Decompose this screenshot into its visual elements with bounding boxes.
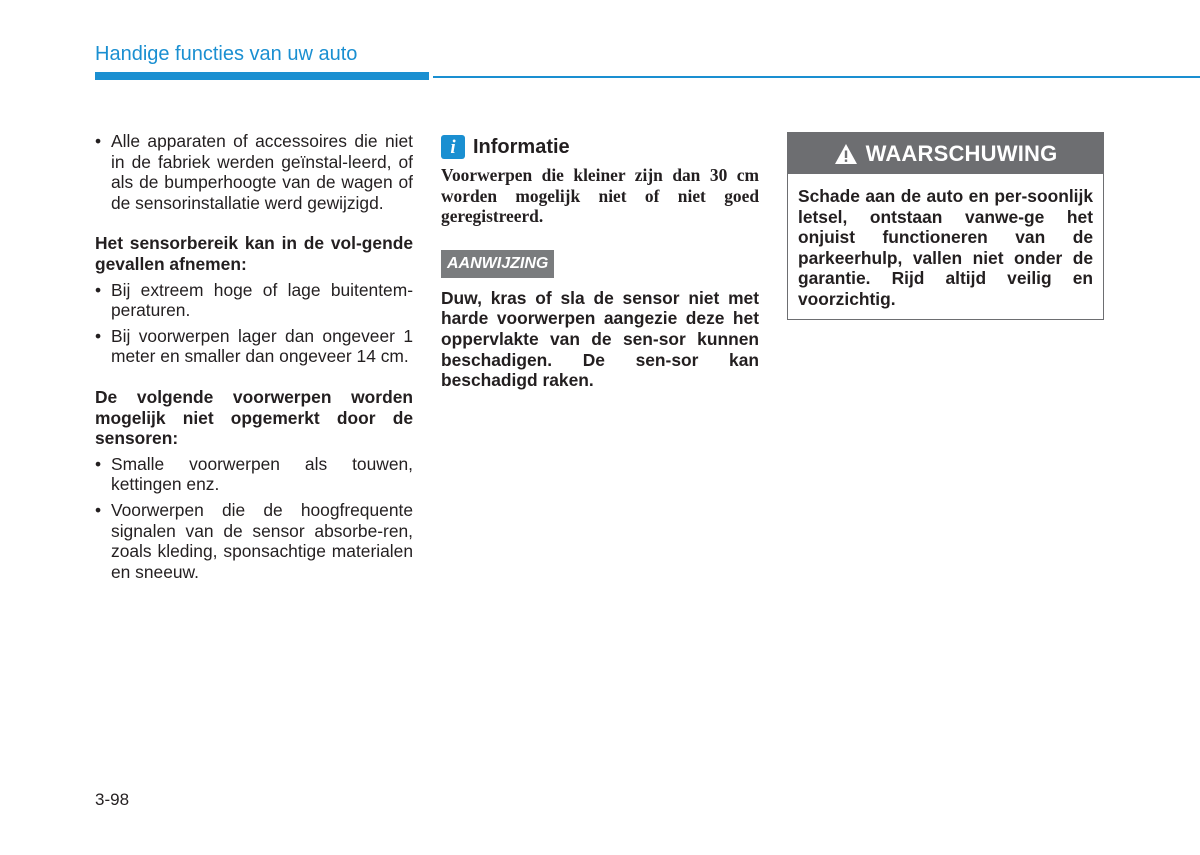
warning-triangle-icon — [834, 143, 858, 165]
column-middle — [441, 131, 759, 391]
warning-title: WAARSCHUWING — [865, 140, 1058, 166]
list-item: • Smalle voorwerpen als touwen, kettingen enz. — [95, 454, 413, 495]
warning-box — [787, 132, 1104, 320]
note-label: AANWIJZING — [441, 250, 554, 278]
info-text: Voorwerpen die kleiner zijn dan 30 cm worden mogelijk niet of niet goed geregistreerd. — [441, 165, 759, 227]
section-heading: Het sensorbereik kan in de vol-gende gevallen afnemen: — [95, 233, 413, 274]
list-item: • Voorwerpen die de hoogfrequente signalen van de sensor absorbe-ren, zoals kleding, sponsachtige materialen en sneeuw. — [95, 500, 413, 582]
page-number: 3-98 — [95, 790, 130, 809]
note-text: Duw, kras of sla de sensor niet met harde voorwerpen aangezie deze het oppervlakte van de sen-sor kunnen beschadigen. De sen-sor kan beschadigd raken. — [441, 287, 759, 391]
page-header-title: Handige functies van uw auto — [95, 43, 358, 65]
column-left — [95, 131, 413, 582]
list-item: • Bij extreem hoge of lage buitentem-peraturen. — [95, 280, 413, 321]
warning-header — [788, 133, 1103, 174]
list-item: • Alle apparaten of accessoires die niet in de fabriek werden geïnstal-leerd, of als de bumperhoogte van de wagen of de sensorinstallatie werd gewijzigd. — [95, 131, 413, 213]
header-rule-thick — [95, 72, 429, 80]
section-heading: De volgende voorwerpen worden mogelijk niet opgemerkt door de sensoren: — [95, 386, 413, 449]
list-item: • Bij voorwerpen lager dan ongeveer 1 meter en smaller dan ongeveer 14 cm. — [95, 326, 413, 367]
warning-text: Schade aan de auto en per-soonlijk letsel, ontstaan vanwe-ge het onjuist functioneren van de parkeerhulp, vallen niet onder de garantie. Rijd altijd veilig en voorzichtig. — [798, 186, 1093, 309]
info-header — [441, 135, 759, 159]
info-title: Informatie — [473, 135, 570, 158]
info-icon: i — [441, 135, 465, 159]
header-rule-thin — [433, 76, 1200, 78]
